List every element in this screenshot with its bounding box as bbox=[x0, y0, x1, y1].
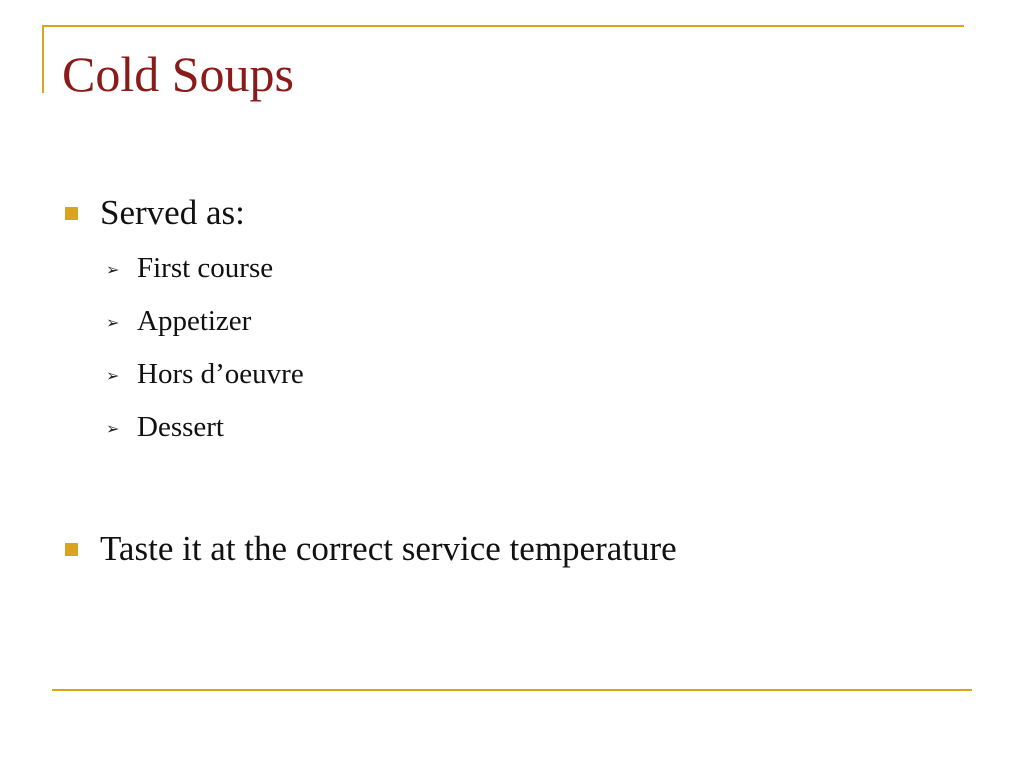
slide-title: Cold Soups bbox=[62, 46, 295, 102]
square-bullet-icon bbox=[65, 207, 78, 220]
arrowhead-bullet-icon: ➢ bbox=[106, 260, 120, 279]
sub-bullet-text: Hors d’oeuvre bbox=[137, 358, 304, 390]
top-border-line bbox=[42, 25, 964, 27]
square-bullet-icon bbox=[65, 543, 78, 556]
sub-bullet-text: Dessert bbox=[137, 411, 224, 443]
bullet-text: Served as: bbox=[100, 193, 245, 232]
bullet-text: Taste it at the correct service temperature bbox=[100, 529, 677, 568]
sub-bullet-text: First course bbox=[137, 252, 274, 284]
arrowhead-bullet-icon: ➢ bbox=[106, 366, 120, 385]
bottom-border-line bbox=[52, 689, 972, 691]
sub-bullet-text: Appetizer bbox=[137, 305, 252, 337]
arrowhead-bullet-icon: ➢ bbox=[106, 419, 120, 438]
arrowhead-bullet-icon: ➢ bbox=[106, 313, 120, 332]
left-border-line bbox=[42, 25, 44, 93]
